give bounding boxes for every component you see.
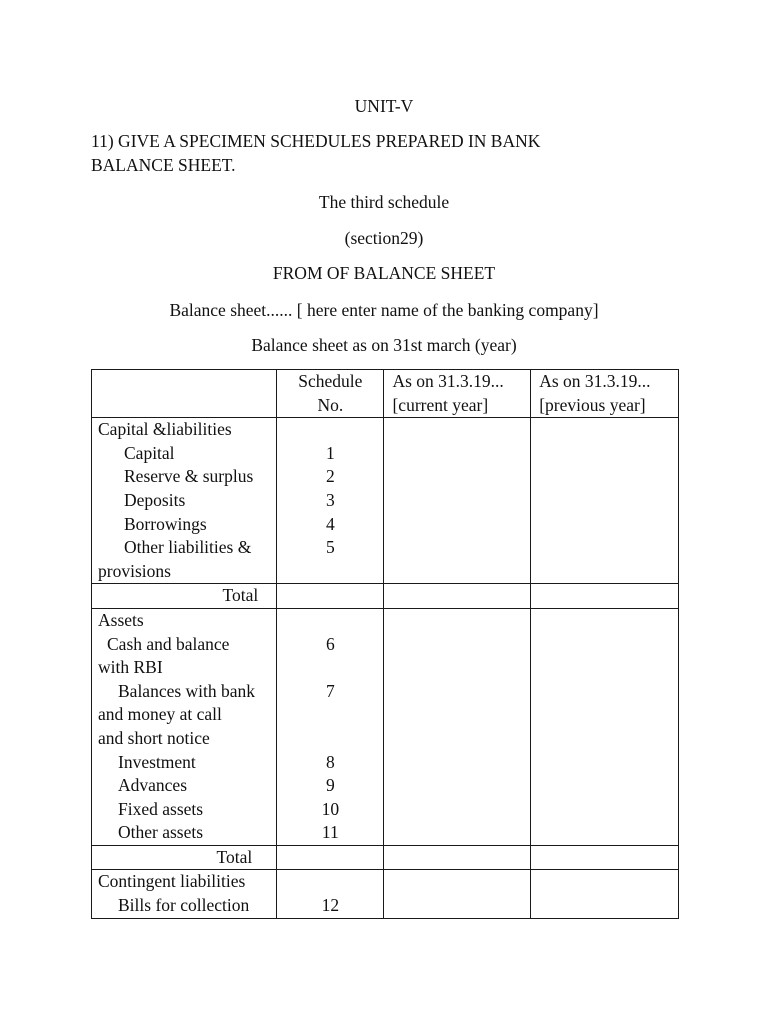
row-label-borrowings: Borrowings <box>124 513 207 534</box>
assets-section-row <box>92 608 679 845</box>
liabilities-labels-cell <box>92 418 277 584</box>
table-header-row <box>92 370 679 418</box>
assets-total-row <box>92 845 679 870</box>
assets-previous-year-cell <box>531 608 679 845</box>
assets-total-current-cell <box>384 845 531 870</box>
liabilities-previous-year-cell <box>531 418 679 584</box>
row-label-balances-with-bank: Balances with bank <box>118 680 256 701</box>
header-schedule-no: Schedule No. <box>277 370 384 418</box>
balance-sheet-table <box>91 369 679 919</box>
assets-labels-cell <box>92 608 277 845</box>
schedule-no-10: 10 <box>321 798 340 819</box>
row-label-investment: Investment <box>118 751 196 772</box>
liabilities-schedule-cell <box>277 418 384 584</box>
schedule-no-2: 2 <box>325 466 335 487</box>
schedule-no-4: 4 <box>325 513 335 534</box>
schedule-no-8: 8 <box>325 751 335 772</box>
question-line-1: 11) GIVE A SPECIMEN SCHEDULES PREPARED IN BANK <box>91 131 541 151</box>
liabilities-current-year-cell <box>384 418 531 584</box>
contingent-labels-cell <box>92 870 277 918</box>
balance-sheet-name: Balance sheet...... [ here enter name of the banking company] <box>169 300 599 320</box>
liabilities-heading: Capital &liabilities <box>98 419 232 440</box>
assets-current-year-cell <box>384 608 531 845</box>
row-label-money-at-call: and money at call <box>98 704 222 725</box>
liabilities-total-row <box>92 584 679 609</box>
balance-sheet-date: Balance sheet as on 31st march (year) <box>251 335 517 355</box>
question-text <box>91 129 691 177</box>
form-title: FROM OF BALANCE SHEET <box>272 263 496 283</box>
schedule-no-3: 3 <box>325 489 335 510</box>
row-label-other-liabilities: Other liabilities & <box>124 537 252 558</box>
row-label-fixed-assets: Fixed assets <box>118 798 204 819</box>
schedule-no-11: 11 <box>321 822 339 843</box>
row-label-reserve-surplus: Reserve & surplus <box>124 466 254 487</box>
row-label-cash-balance: Cash and balance <box>107 633 230 654</box>
header-blank-cell <box>92 370 277 418</box>
row-label-advances: Advances <box>118 775 188 796</box>
schedule-no-6: 6 <box>325 633 335 654</box>
section-ref: (section29) <box>344 228 424 248</box>
question-line-2: BALANCE SHEET. <box>91 155 236 175</box>
schedule-title: The third schedule <box>318 192 450 212</box>
assets-schedule-cell <box>277 608 384 845</box>
schedule-no-7: 7 <box>325 680 335 701</box>
schedule-no-12: 12 <box>321 895 340 916</box>
assets-heading: Assets <box>98 609 144 630</box>
liabilities-total-previous-cell <box>531 584 679 609</box>
assets-total-previous-cell <box>531 845 679 870</box>
header-current-year: As on 31.3.19... [current year] <box>384 370 531 418</box>
row-label-bills-for-collection: Bills for collection <box>118 895 250 916</box>
row-label-short-notice: and short notice <box>98 727 210 748</box>
header-previous-year: As on 31.3.19... [previous year] <box>531 370 679 418</box>
row-label-other-assets: Other assets <box>118 822 204 843</box>
liabilities-total-current-cell <box>384 584 531 609</box>
contingent-heading: Contingent liabilities <box>98 871 246 892</box>
contingent-current-year-cell <box>384 870 531 918</box>
liabilities-total-schedule-cell <box>277 584 384 609</box>
schedule-no-1: 1 <box>325 442 335 463</box>
row-label-capital: Capital <box>124 442 175 463</box>
row-label-deposits: Deposits <box>124 489 186 510</box>
assets-total-schedule-cell <box>277 845 384 870</box>
schedule-no-5: 5 <box>325 537 335 558</box>
unit-title: UNIT-V <box>354 96 414 116</box>
contingent-previous-year-cell <box>531 870 679 918</box>
row-label-provisions: provisions <box>98 560 171 581</box>
row-label-with-rbi: with RBI <box>98 657 163 678</box>
contingent-schedule-cell <box>277 870 384 918</box>
liabilities-section-row <box>92 418 679 584</box>
assets-total-label: Total <box>92 845 277 870</box>
liabilities-total-label: Total <box>92 584 277 609</box>
contingent-section-row <box>92 870 679 918</box>
schedule-no-9: 9 <box>325 775 335 796</box>
